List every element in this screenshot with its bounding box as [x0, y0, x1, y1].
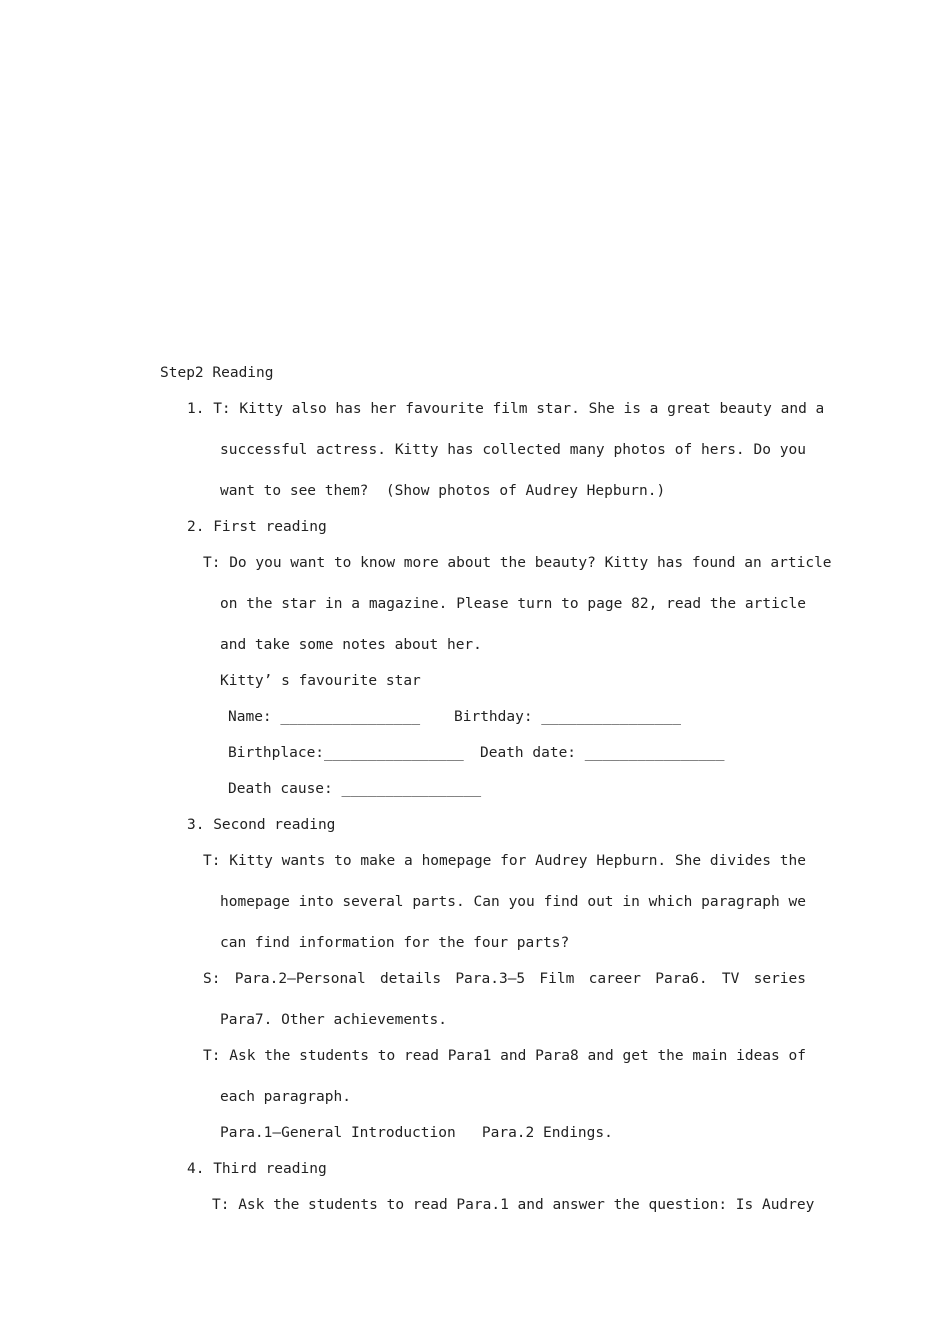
item4-line1: T: Ask the students to read Para.1 and answer the question: Is Audrey — [212, 1197, 815, 1213]
item2-line2: on the star in a magazine. Please turn to page 82, read the article — [220, 596, 806, 612]
birthday-field: Birthday: ________________ — [454, 709, 681, 725]
section-heading: Step2 Reading — [160, 365, 274, 381]
item3-title: 3. Second reading — [187, 817, 336, 833]
death-date-field: Death date: ________________ — [480, 745, 725, 761]
birthplace-field: Birthplace:________________ — [228, 745, 464, 761]
item1-line2: successful actress. Kitty has collected many photos of hers. Do you — [220, 442, 806, 458]
item3-line3: can find information for the four parts? — [220, 935, 570, 951]
death-cause-field: Death cause: ________________ — [228, 781, 482, 797]
item3-ideas-line: Para.1—General Introduction Para.2 Endings. — [220, 1125, 613, 1141]
item3-task-line2: each paragraph. — [220, 1089, 351, 1105]
item3-line2: homepage into several parts. Can you find out in which paragraph we — [220, 894, 806, 910]
item3-answer-line2: Para7. Other achievements. — [220, 1012, 447, 1028]
item1-line1: 1. T: Kitty also has her favourite film star. She is a great beauty and a — [187, 401, 825, 417]
item3-answer-line1: S: Para.2—Personal details Para.3—5 Film career Para6. TV series — [203, 971, 806, 987]
item3-line1: T: Kitty wants to make a homepage for Audrey Hepburn. She divides the — [203, 853, 806, 869]
item2-title: 2. First reading — [187, 519, 327, 535]
name-field: Name: ________________ — [228, 709, 421, 725]
item3-task-line1: T: Ask the students to read Para1 and Para8 and get the main ideas of — [203, 1048, 806, 1064]
item4-title: 4. Third reading — [187, 1161, 327, 1177]
item2-line3: and take some notes about her. — [220, 637, 482, 653]
item2-line1: T: Do you want to know more about the beauty? Kitty has found an article — [203, 555, 832, 571]
item1-line3: want to see them? (Show photos of Audrey Hepburn.) — [220, 483, 666, 499]
notes-title: Kitty’ s favourite star — [220, 673, 421, 689]
